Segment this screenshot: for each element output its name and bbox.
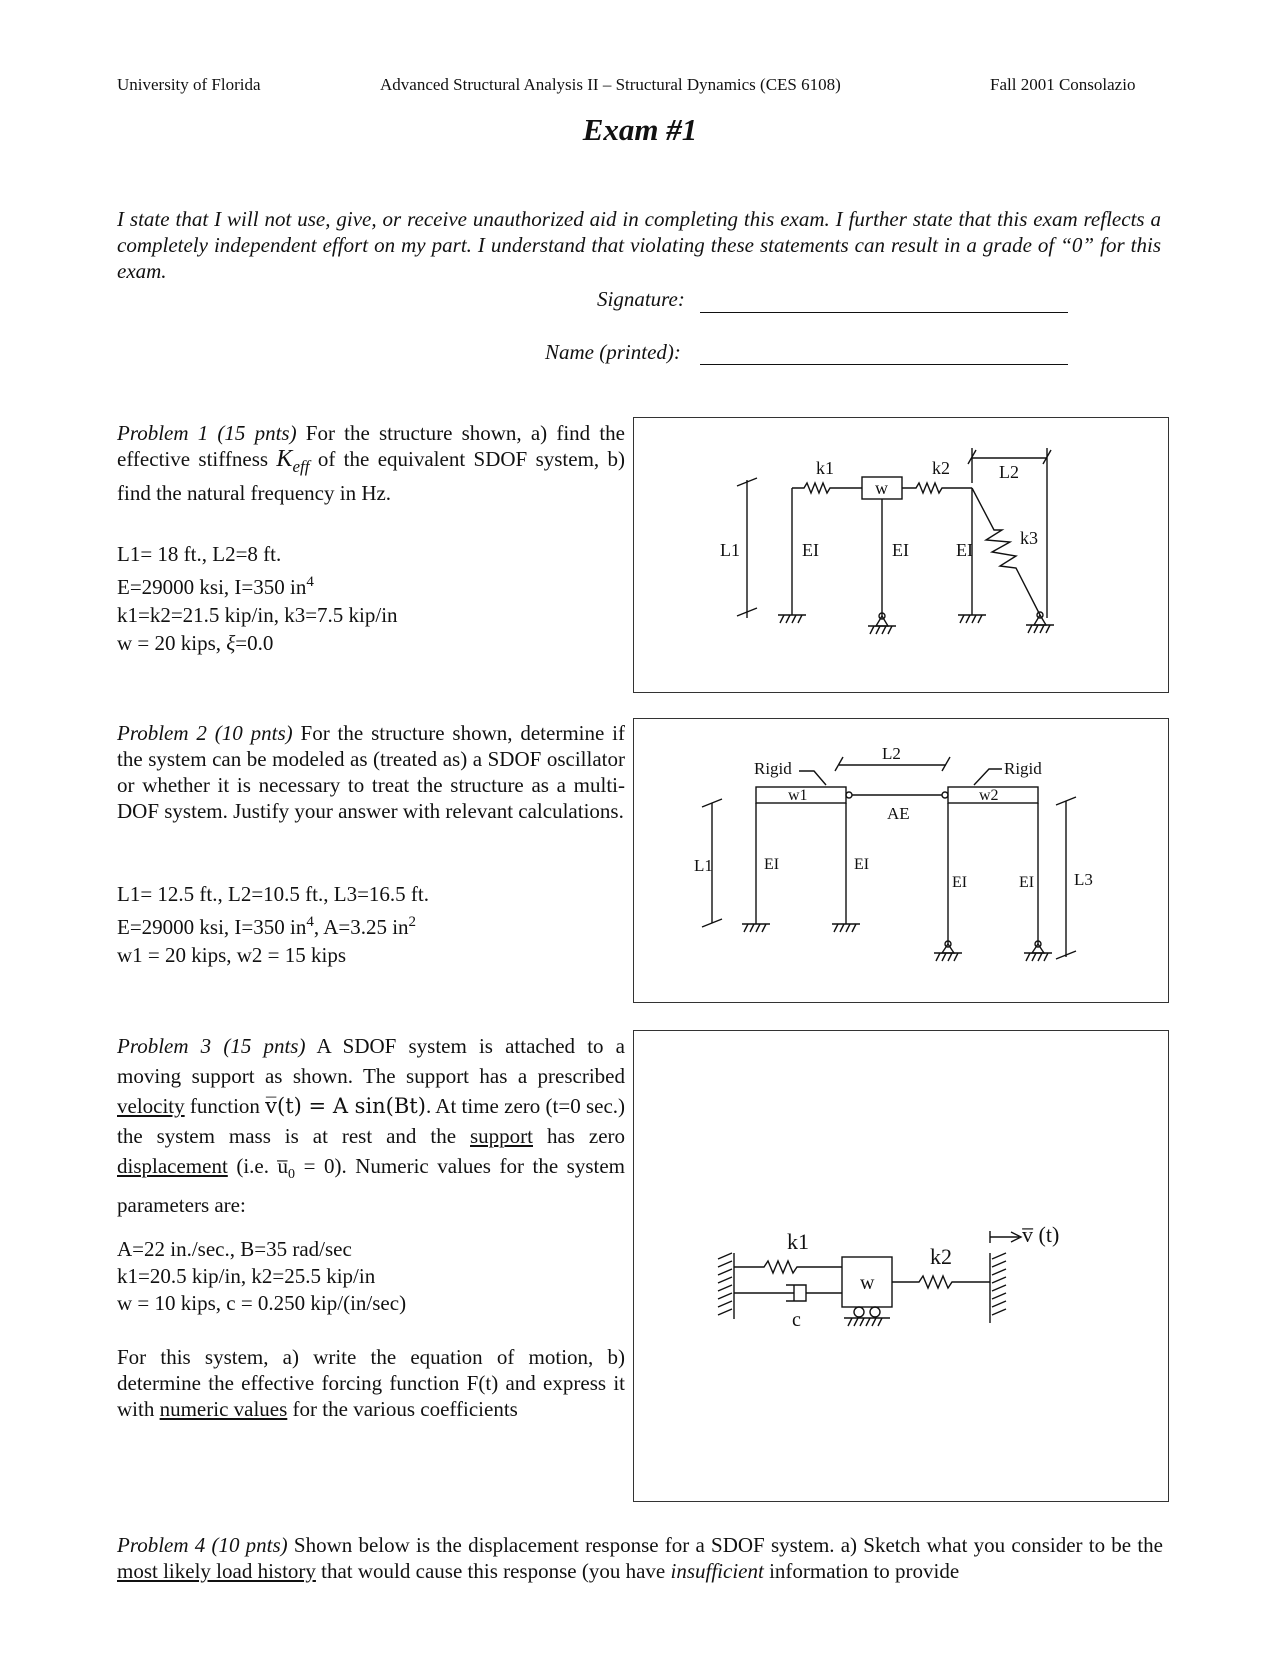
page-title: Exam #1 <box>582 112 698 147</box>
numeric-values-term: numeric values <box>159 1397 288 1421</box>
problem-3-params <box>117 1236 637 1317</box>
svg-text:w2: w2 <box>979 787 999 804</box>
param-line: E=29000 ksi, I=350 $in^4$ <box>117 574 314 599</box>
velocity-function: v̅(t) = A sin(Bt) <box>265 1094 426 1118</box>
svg-text:w: w <box>860 1272 875 1294</box>
problem-3-heading: Problem 3 (15 pnts) <box>117 1034 306 1058</box>
param-line: w1 = 20 kips, w2 = 15 kips <box>117 943 347 967</box>
fig1-label-L1: L1 <box>720 540 740 560</box>
svg-text:EI: EI <box>854 856 870 873</box>
problem-1-params <box>117 540 637 657</box>
svg-text:w1: w1 <box>788 787 808 804</box>
svg-text:Rigid: Rigid <box>1004 759 1042 778</box>
load-history-term: most likely load history <box>117 1559 316 1583</box>
svg-text:L2: L2 <box>882 744 901 763</box>
displacement-term: displacement <box>117 1154 228 1178</box>
name-line[interactable] <box>700 364 1068 365</box>
insufficient-term: insufficient <box>670 1559 764 1583</box>
problem-3-figure <box>633 1030 1169 1502</box>
problem-4-text: Problem 4 (10 pnts) Shown below is the displacement response for a SDOF system. a) Sketch what you consider to be the most likely load history that would cause this response (you have insufficient information to provide <box>117 1533 1163 1583</box>
svg-text:c: c <box>792 1309 801 1331</box>
svg-text:EI: EI <box>764 856 780 873</box>
param-line: k1=k2=21.5 kip/in, k3=7.5 kip/in <box>117 603 398 627</box>
svg-text:EI: EI <box>1019 874 1035 891</box>
param-line: k1=20.5 kip/in, k2=25.5 kip/in <box>117 1264 376 1288</box>
problem-1-figure <box>633 417 1169 693</box>
fig1-label-w: w <box>875 478 888 498</box>
header-course: Advanced Structural Analysis II – Structural Dynamics (CES 6108) <box>380 75 841 94</box>
fig1-label-k3: k3 <box>1020 528 1038 548</box>
svg-text:EI: EI <box>956 540 973 560</box>
svg-text:v̅ (t): v̅ (t) <box>1022 1222 1060 1247</box>
svg-text:k2: k2 <box>930 1244 952 1269</box>
problem-2-text: Problem 2 (10 pnts) For the structure shown, determine if the system can be modeled as (treated as) a SDOF oscillator or whether it is necessary to treat the structure as a multi-DOF system. Justify your answer with relevant calculations. <box>117 721 626 823</box>
problem-2-heading: Problem 2 (10 pnts) <box>117 721 293 745</box>
velocity-term: velocity <box>117 1094 185 1118</box>
param-line: L1= 12.5 ft., L2=10.5 ft., L3=16.5 ft. <box>117 882 429 906</box>
signature-line[interactable] <box>700 312 1068 313</box>
fig1-label-k1: k1 <box>816 458 834 478</box>
header-right: Fall 2001 Consolazio <box>990 75 1136 94</box>
problem-2-params <box>117 880 637 969</box>
param-line: w = 10 kips, c = 0.250 kip/(in/sec) <box>117 1291 407 1315</box>
u0-expression: $u̅_0 = 0$ <box>277 1154 335 1183</box>
param-line: L1= 18 ft., L2=8 ft. <box>117 542 282 566</box>
param-line: w = 20 kips, ξ=0.0 <box>117 631 274 655</box>
svg-text:L1: L1 <box>694 856 713 875</box>
svg-text:Rigid: Rigid <box>754 759 792 778</box>
problem-1-heading: Problem 1 (15 pnts) <box>117 421 297 445</box>
honor-pledge: I state that I will not use, give, or receive unauthorized aid in completing this exam. I further state that this exam reflects a completely independent effort on my part. I understand that violating these statements can result in a grade of “0” for this exam. <box>117 207 1161 283</box>
param-line: A=22 in./sec., B=35 rad/sec <box>117 1237 352 1261</box>
problem-2-figure <box>633 718 1169 1003</box>
svg-text:L3: L3 <box>1074 870 1093 889</box>
fig1-label-L2: L2 <box>999 462 1019 482</box>
header-left: University of Florida <box>117 75 261 94</box>
param-line: E=29000 ksi, I=350 $in^4$, A=3.25 $in^2$ <box>117 914 417 939</box>
name-label: Name (printed): <box>545 340 681 364</box>
svg-text:AE: AE <box>887 804 910 823</box>
support-term: support <box>470 1124 533 1148</box>
fig1-label-EI: EI <box>802 540 819 560</box>
svg-text:EI: EI <box>892 540 909 560</box>
problem-3-question: For this system, a) write the equation of motion, b) determine the effective forcing function F(t) and express it with numeric values for the various coefficients <box>117 1345 625 1421</box>
svg-text:EI: EI <box>952 874 968 891</box>
svg-text:k1: k1 <box>787 1229 809 1254</box>
fig1-label-k2: k2 <box>932 458 950 478</box>
keff-symbol: $K_{eff}$ <box>276 446 310 476</box>
problem-1-text: Problem 1 (15 pnts) For the structure shown, a) find the effective stiffness $K_{eff}$ of the equivalent SDOF system, b) find the natural frequency in Hz. <box>117 421 626 505</box>
problem-3-text: Problem 3 (15 pnts) A SDOF system is attached to a moving support as shown. The support has a prescribed velocity function v̅(t) = A sin(Bt). At time zero (t=0 sec.) the system mass is at rest and the support has zero displacement (i.e. $u̅_0 = 0$). Numeric values for the system parameters are: <box>117 1034 626 1218</box>
signature-label: Signature: <box>597 287 685 311</box>
problem-4-heading: Problem 4 (10 pnts) <box>117 1533 288 1557</box>
